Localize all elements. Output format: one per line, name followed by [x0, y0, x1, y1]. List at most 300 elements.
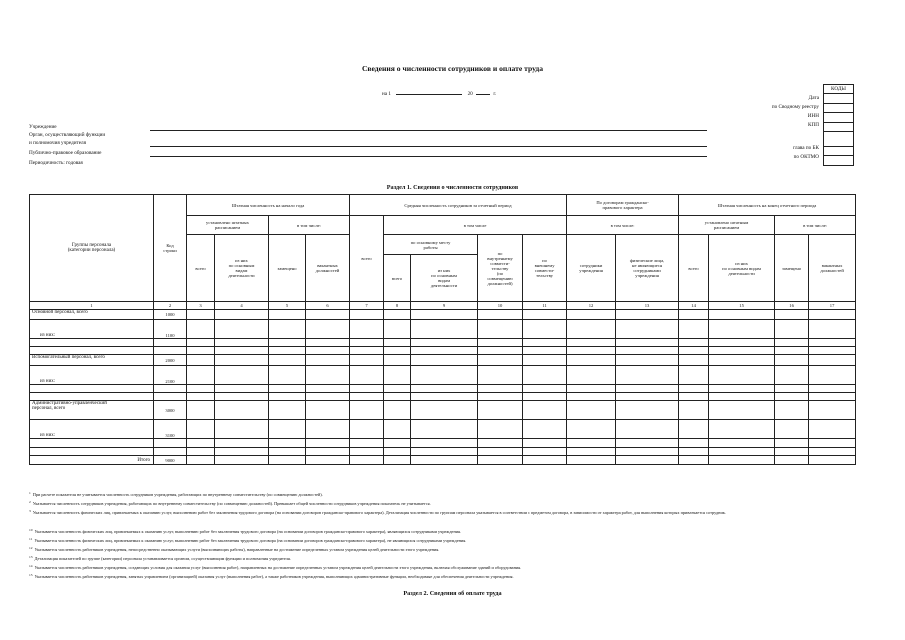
value-cell[interactable]	[269, 385, 306, 393]
table-row	[30, 347, 856, 355]
value-cell[interactable]	[567, 439, 616, 448]
col-num: 13	[616, 302, 679, 310]
value-cell[interactable]	[411, 439, 478, 448]
footnote-text: Указывается численность физических лиц, привлекаемых к оказанию услуг, выполнению работ без заключения трудового договора (на основании договоров гражданско-правового характера). Детализация численности по группам персонала указывается в соответствии с предметом договора, в зависимости от характера работ, для выполнения которых привлекается сотрудник.	[32, 510, 726, 516]
value-cell[interactable]	[215, 355, 269, 366]
value-cell[interactable]	[350, 355, 384, 366]
value-cell[interactable]	[411, 366, 478, 385]
value-cell[interactable]	[215, 393, 269, 401]
value-cell[interactable]	[215, 339, 269, 347]
value-cell[interactable]	[269, 347, 306, 355]
row-code: 3100	[154, 420, 187, 439]
footnote-mark: 1	[29, 491, 31, 495]
footnote-mark: 10	[29, 528, 33, 532]
header-individuals: физические лица, не являющиеся сотрудниками учреждения	[616, 235, 679, 302]
value-cell[interactable]	[709, 339, 775, 347]
value-cell[interactable]	[350, 310, 384, 320]
col-num: 12	[567, 302, 616, 310]
value-cell[interactable]	[269, 439, 306, 448]
public-entity-line[interactable]	[150, 156, 707, 157]
header-avg-total: всего	[350, 216, 384, 302]
value-cell[interactable]	[384, 393, 411, 401]
value-cell[interactable]	[709, 347, 775, 355]
value-cell[interactable]	[567, 320, 616, 339]
value-cell[interactable]	[775, 355, 809, 366]
value-cell[interactable]	[269, 401, 306, 420]
value-cell[interactable]	[616, 448, 679, 456]
value-cell[interactable]	[567, 366, 616, 385]
value-cell[interactable]	[411, 347, 478, 355]
value-cell[interactable]	[350, 366, 384, 385]
value-cell[interactable]	[187, 420, 215, 439]
value-cell[interactable]	[775, 366, 809, 385]
table-row	[30, 439, 856, 448]
institution-line[interactable]	[150, 130, 707, 131]
value-cell[interactable]	[187, 448, 215, 456]
value-cell[interactable]	[616, 420, 679, 439]
value-cell[interactable]	[187, 366, 215, 385]
value-cell[interactable]	[775, 439, 809, 448]
value-cell[interactable]	[215, 420, 269, 439]
value-cell[interactable]	[384, 385, 411, 393]
value-cell[interactable]	[567, 401, 616, 420]
value-cell[interactable]	[478, 448, 523, 456]
value-cell[interactable]	[306, 347, 350, 355]
label-inn: ИНН	[807, 113, 819, 119]
header-main-place: по основному месту работы	[384, 235, 478, 255]
value-cell[interactable]	[269, 393, 306, 401]
value-cell[interactable]	[187, 393, 215, 401]
value-cell[interactable]	[523, 385, 567, 393]
col-num: 8	[384, 302, 411, 310]
value-cell[interactable]	[567, 456, 616, 465]
row-label	[30, 448, 154, 456]
value-cell[interactable]	[709, 366, 775, 385]
value-cell[interactable]	[306, 456, 350, 465]
footnote	[29, 491, 855, 497]
value-cell[interactable]	[523, 393, 567, 401]
value-cell[interactable]	[523, 456, 567, 465]
value-cell[interactable]	[679, 456, 709, 465]
code-bk[interactable]	[824, 146, 854, 155]
footnote-mark: 13	[29, 555, 33, 559]
value-cell[interactable]	[809, 385, 856, 393]
value-cell[interactable]	[306, 320, 350, 339]
footnote	[29, 564, 855, 570]
value-cell[interactable]	[384, 456, 411, 465]
value-cell[interactable]	[350, 448, 384, 456]
value-cell[interactable]	[350, 401, 384, 420]
value-cell[interactable]	[679, 366, 709, 385]
value-cell[interactable]	[411, 448, 478, 456]
value-cell[interactable]	[350, 347, 384, 355]
header-end-filled: замещено	[775, 235, 809, 302]
value-cell[interactable]	[679, 393, 709, 401]
row-code: 1000	[154, 310, 187, 320]
value-cell[interactable]	[775, 393, 809, 401]
code-blank[interactable]	[824, 131, 854, 146]
value-cell[interactable]	[269, 320, 306, 339]
value-cell[interactable]	[809, 439, 856, 448]
header-civil: По договорам гражданско- правового характера	[567, 195, 679, 216]
header-filled: замещено	[269, 235, 306, 302]
value-cell[interactable]	[809, 456, 856, 465]
value-cell[interactable]	[187, 310, 215, 320]
footnote-text: Указывается численность работников учреждения, занятых управлением (организацией) оказания услуг (выполнения работ), а также работников учреждения, выполняющих административные функции, необходимые для обеспечения деятельности учреждения.	[34, 574, 514, 580]
label-public-entity: Публично-правовое образование	[29, 150, 102, 156]
value-cell[interactable]	[411, 355, 478, 366]
value-cell[interactable]	[478, 456, 523, 465]
footnote-text: Указывается численность работников учреждения, непосредственно оказывающих услуги (выполняющих работы), направленные на достижение определенных уставом учреждения целей деятельности этого учреждения.	[34, 547, 440, 553]
table-row	[30, 420, 856, 439]
value-cell[interactable]	[616, 456, 679, 465]
col-num: 11	[523, 302, 567, 310]
value-cell[interactable]	[215, 456, 269, 465]
value-cell[interactable]	[215, 310, 269, 320]
value-cell[interactable]	[809, 420, 856, 439]
staff-table	[29, 194, 856, 465]
row-sublabel: из них:	[30, 366, 154, 385]
value-cell[interactable]	[384, 347, 411, 355]
row-label: Административно-управленческий персонал, всего	[30, 401, 154, 420]
value-cell[interactable]	[306, 420, 350, 439]
code-registry[interactable]	[824, 103, 854, 112]
header-end-incl: в том числе:	[775, 216, 856, 235]
value-cell[interactable]	[478, 439, 523, 448]
value-cell[interactable]	[567, 448, 616, 456]
header-end-main: из них по основным видам деятельности	[709, 235, 775, 302]
header-internal: по внутреннему совмести- тельству (по совмещению должностей)	[478, 235, 523, 302]
col-num: 3	[187, 302, 215, 310]
col-num: 7	[350, 302, 384, 310]
codes-header: КОДЫ	[824, 85, 854, 94]
value-cell[interactable]	[187, 385, 215, 393]
value-cell[interactable]	[523, 448, 567, 456]
value-cell[interactable]	[709, 355, 775, 366]
value-cell[interactable]	[709, 448, 775, 456]
row-code	[154, 448, 187, 456]
value-cell[interactable]	[567, 420, 616, 439]
date-day-blank[interactable]	[396, 94, 462, 95]
value-cell[interactable]	[269, 456, 306, 465]
value-cell[interactable]	[215, 366, 269, 385]
value-cell[interactable]	[411, 310, 478, 320]
value-cell[interactable]	[679, 347, 709, 355]
value-cell[interactable]	[679, 401, 709, 420]
value-cell[interactable]	[567, 393, 616, 401]
value-cell[interactable]	[775, 347, 809, 355]
value-cell[interactable]	[350, 393, 384, 401]
founder-line[interactable]	[150, 146, 707, 147]
value-cell[interactable]	[809, 310, 856, 320]
value-cell[interactable]	[411, 420, 478, 439]
value-cell[interactable]	[809, 393, 856, 401]
value-cell[interactable]	[306, 448, 350, 456]
col-num: 10	[478, 302, 523, 310]
row-code	[154, 393, 187, 401]
value-cell[interactable]	[384, 439, 411, 448]
row-sublabel: из них:	[30, 420, 154, 439]
value-cell[interactable]	[478, 366, 523, 385]
value-cell[interactable]	[306, 355, 350, 366]
value-cell[interactable]	[809, 339, 856, 347]
value-cell[interactable]	[215, 439, 269, 448]
value-cell[interactable]	[679, 339, 709, 347]
row-label	[30, 439, 154, 448]
value-cell[interactable]	[709, 420, 775, 439]
value-cell[interactable]	[775, 401, 809, 420]
header-main-kinds: из них по основным видам деятельности	[411, 255, 478, 302]
value-cell[interactable]	[679, 420, 709, 439]
table-row	[30, 310, 856, 320]
row-code: 1100	[154, 320, 187, 339]
value-cell[interactable]	[478, 401, 523, 420]
header-average: Средняя численность сотрудников за отчетный период	[350, 195, 567, 216]
footnote-text: Детализация показателей по группе (категории) персонала устанавливается органом, осуществляющим функции и полномочия учредителя.	[34, 556, 291, 562]
label-kpp: КПП	[808, 122, 819, 128]
value-cell[interactable]	[523, 347, 567, 355]
value-cell[interactable]	[187, 355, 215, 366]
value-cell[interactable]	[809, 347, 856, 355]
value-cell[interactable]	[523, 366, 567, 385]
value-cell[interactable]	[709, 456, 775, 465]
value-cell[interactable]	[679, 320, 709, 339]
value-cell[interactable]	[523, 420, 567, 439]
value-cell[interactable]	[679, 439, 709, 448]
label-founder-2: и полномочия учредителя	[29, 140, 87, 146]
footnote-mark: 14	[29, 564, 33, 568]
label-bk: глава по БК	[793, 145, 819, 151]
value-cell[interactable]	[306, 385, 350, 393]
value-cell[interactable]	[215, 347, 269, 355]
label-institution: Учреждение	[29, 124, 57, 130]
value-cell[interactable]	[709, 393, 775, 401]
value-cell[interactable]	[350, 320, 384, 339]
value-cell[interactable]	[187, 439, 215, 448]
value-cell[interactable]	[384, 339, 411, 347]
value-cell[interactable]	[679, 355, 709, 366]
value-cell[interactable]	[775, 456, 809, 465]
value-cell[interactable]	[616, 385, 679, 393]
header-staff: сотрудники учреждения	[567, 235, 616, 302]
value-cell[interactable]	[350, 420, 384, 439]
footnote	[29, 573, 855, 579]
row-label: Основной персонал, всего	[30, 310, 154, 320]
header-established: установлено штатных расписанием	[187, 216, 269, 235]
table-row	[30, 385, 856, 393]
value-cell[interactable]	[523, 339, 567, 347]
value-cell[interactable]	[187, 401, 215, 420]
value-cell[interactable]	[384, 320, 411, 339]
value-cell[interactable]	[523, 355, 567, 366]
value-cell[interactable]	[384, 355, 411, 366]
value-cell[interactable]	[478, 310, 523, 320]
value-cell[interactable]	[350, 385, 384, 393]
col-num: 9	[411, 302, 478, 310]
value-cell[interactable]	[567, 355, 616, 366]
value-cell[interactable]	[187, 456, 215, 465]
row-sublabel: из них:	[30, 320, 154, 339]
value-cell[interactable]	[567, 310, 616, 320]
value-cell[interactable]	[567, 347, 616, 355]
value-cell[interactable]	[523, 320, 567, 339]
label-periodicity: Периодичность: годовая	[29, 160, 83, 166]
value-cell[interactable]	[350, 456, 384, 465]
value-cell[interactable]	[616, 366, 679, 385]
value-cell[interactable]	[384, 401, 411, 420]
value-cell[interactable]	[269, 310, 306, 320]
value-cell[interactable]	[306, 401, 350, 420]
value-cell[interactable]	[187, 320, 215, 339]
value-cell[interactable]	[411, 339, 478, 347]
value-cell[interactable]	[411, 385, 478, 393]
value-cell[interactable]	[567, 385, 616, 393]
code-date[interactable]	[824, 94, 854, 103]
col-num: 2	[154, 302, 187, 310]
value-cell[interactable]	[775, 339, 809, 347]
value-cell[interactable]	[616, 320, 679, 339]
value-cell[interactable]	[411, 456, 478, 465]
value-cell[interactable]	[478, 385, 523, 393]
value-cell[interactable]	[809, 448, 856, 456]
value-cell[interactable]	[616, 393, 679, 401]
value-cell[interactable]	[679, 385, 709, 393]
col-num: 15	[709, 302, 775, 310]
value-cell[interactable]	[478, 355, 523, 366]
code-oktmo[interactable]	[824, 156, 854, 165]
value-cell[interactable]	[523, 401, 567, 420]
value-cell[interactable]	[384, 366, 411, 385]
value-cell[interactable]	[306, 393, 350, 401]
value-cell[interactable]	[616, 339, 679, 347]
footnote-text: При расчете показателя не учитывается численность сотрудников учреждения, работающих по внутреннему совместительству (по совмещению должностей).	[32, 492, 323, 498]
value-cell[interactable]	[775, 320, 809, 339]
value-cell[interactable]	[215, 320, 269, 339]
date-prefix: на 1	[382, 91, 391, 97]
row-label: Вспомогательный персонал, всего	[30, 355, 154, 366]
table-row	[30, 366, 856, 385]
value-cell[interactable]	[384, 420, 411, 439]
value-cell[interactable]	[269, 420, 306, 439]
value-cell[interactable]	[269, 355, 306, 366]
header-main: из них по основным видам деятельности	[215, 235, 269, 302]
footnote	[29, 555, 855, 561]
value-cell[interactable]	[478, 420, 523, 439]
header-start-year: Штатная численность на начало года	[187, 195, 350, 216]
total-label: Итого	[30, 456, 154, 465]
column-numbers-row	[30, 302, 856, 310]
col-num: 14	[679, 302, 709, 310]
value-cell[interactable]	[306, 310, 350, 320]
value-cell[interactable]	[709, 439, 775, 448]
code-kpp[interactable]	[824, 122, 854, 131]
value-cell[interactable]	[478, 347, 523, 355]
value-cell[interactable]	[306, 339, 350, 347]
value-cell[interactable]	[775, 420, 809, 439]
header-end-established: установлено штатным расписанием	[679, 216, 775, 235]
value-cell[interactable]	[306, 439, 350, 448]
date-year-prefix: 20	[467, 91, 473, 97]
value-cell[interactable]	[411, 320, 478, 339]
form-title: Сведения о численности сотрудников и оплате труда	[361, 64, 544, 73]
section1-title: Раздел 1. Сведения о численности сотрудников	[386, 184, 519, 191]
value-cell[interactable]	[350, 339, 384, 347]
value-cell[interactable]	[679, 448, 709, 456]
value-cell[interactable]	[775, 385, 809, 393]
value-cell[interactable]	[809, 355, 856, 366]
value-cell[interactable]	[809, 320, 856, 339]
value-cell[interactable]	[616, 355, 679, 366]
row-code	[154, 347, 187, 355]
value-cell[interactable]	[411, 401, 478, 420]
value-cell[interactable]	[616, 347, 679, 355]
header-end-vacant: вакантных должностей	[809, 235, 856, 302]
col-num: 16	[775, 302, 809, 310]
value-cell[interactable]	[478, 320, 523, 339]
table-row	[30, 355, 856, 366]
value-cell[interactable]	[616, 401, 679, 420]
row-code: 2100	[154, 366, 187, 385]
value-cell[interactable]	[567, 339, 616, 347]
row-label	[30, 385, 154, 393]
row-code: 3000	[154, 401, 187, 420]
value-cell[interactable]	[775, 310, 809, 320]
value-cell[interactable]	[306, 366, 350, 385]
value-cell[interactable]	[411, 393, 478, 401]
code-inn[interactable]	[824, 113, 854, 122]
value-cell[interactable]	[215, 385, 269, 393]
value-cell[interactable]	[523, 310, 567, 320]
value-cell[interactable]	[709, 401, 775, 420]
value-cell[interactable]	[809, 366, 856, 385]
value-cell[interactable]	[215, 401, 269, 420]
value-cell[interactable]	[679, 310, 709, 320]
value-cell[interactable]	[269, 366, 306, 385]
header-group: Группы персонала (категории персонала)	[30, 195, 154, 302]
label-date: Дата	[808, 95, 819, 101]
value-cell[interactable]	[616, 439, 679, 448]
date-year-blank[interactable]	[476, 94, 490, 95]
table-row	[30, 401, 856, 420]
value-cell[interactable]	[809, 401, 856, 420]
header-incl: в том числе:	[269, 216, 350, 235]
footnote-mark: 15	[29, 573, 33, 577]
value-cell[interactable]	[187, 339, 215, 347]
value-cell[interactable]	[384, 448, 411, 456]
value-cell[interactable]	[709, 385, 775, 393]
header-external: по внешнему совмести- тельству	[523, 235, 567, 302]
row-code	[154, 439, 187, 448]
value-cell[interactable]	[350, 439, 384, 448]
value-cell[interactable]	[709, 310, 775, 320]
table-row	[30, 339, 856, 347]
value-cell[interactable]	[616, 310, 679, 320]
value-cell[interactable]	[709, 320, 775, 339]
value-cell[interactable]	[269, 339, 306, 347]
value-cell[interactable]	[478, 339, 523, 347]
footnote-mark: 12	[29, 546, 33, 550]
value-cell[interactable]	[775, 448, 809, 456]
col-num: 1	[30, 302, 154, 310]
value-cell[interactable]	[215, 448, 269, 456]
value-cell[interactable]	[478, 393, 523, 401]
value-cell[interactable]	[269, 448, 306, 456]
footnote-mark: 3	[29, 509, 31, 513]
col-num: 5	[269, 302, 306, 310]
value-cell[interactable]	[523, 439, 567, 448]
value-cell[interactable]	[384, 310, 411, 320]
value-cell[interactable]	[187, 347, 215, 355]
